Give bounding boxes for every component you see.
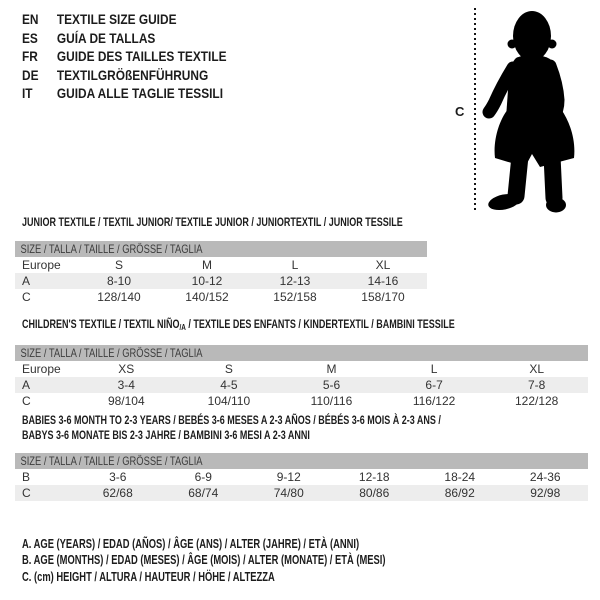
children-size-table <box>15 345 588 409</box>
table-cell: 8-10 <box>106 274 132 288</box>
table-row <box>15 469 588 485</box>
table-row <box>15 289 427 305</box>
language-row-de <box>22 66 227 85</box>
size-header-label: SIZE / TALLA / TAILLE / GRÖSSE / TAGLIA <box>20 346 203 360</box>
table-cell: 116/122 <box>412 394 456 408</box>
babies-heading-line2: BABYS 3-6 MONATE BIS 2-3 JAHRE / BAMBINI 3-6 MESI A 2-3 ANNI <box>22 428 310 442</box>
table-row <box>15 257 427 273</box>
table-cell: 6-9 <box>194 470 212 484</box>
table-cell: 12-13 <box>279 274 311 288</box>
table-cell: M <box>326 362 337 376</box>
table-cell: XL <box>529 362 545 376</box>
table-cell: 86/92 <box>444 486 475 500</box>
language-code: IT <box>22 85 33 102</box>
row-label: A <box>22 378 31 392</box>
language-title: GUIDE DES TAILLES TEXTILE <box>56 48 227 65</box>
table-cell: 74/80 <box>273 486 304 500</box>
table-cell: 24-36 <box>529 470 561 484</box>
table-row <box>15 485 588 501</box>
table-cell: 62/68 <box>102 486 133 500</box>
table-header-bar <box>15 345 588 361</box>
table-cell: 68/74 <box>188 486 219 500</box>
table-cell: L <box>291 258 299 272</box>
language-row-fr <box>22 47 227 66</box>
footnote-b: B. AGE (MONTHS) / EDAD (MESES) / ÂGE (MOIS) / ALTER (MONATE) / ETÀ (MESI) <box>22 553 386 568</box>
table-cell: S <box>224 362 233 376</box>
table-cell: XS <box>118 362 135 376</box>
table-cell: 3-6 <box>109 470 127 484</box>
footnote-a: A. AGE (YEARS) / EDAD (AÑOS) / ÂGE (ANS) / ALTER (JAHRE) / ETÀ (ANNI) <box>22 537 360 551</box>
row-label: B <box>22 470 31 484</box>
table-cell: 10-12 <box>191 274 223 288</box>
language-code: ES <box>22 29 38 46</box>
table-cell: 5-6 <box>322 378 341 392</box>
table-cell: M <box>202 258 212 272</box>
table-cell: 110/116 <box>310 394 353 408</box>
row-label: C <box>22 394 31 408</box>
children-section-heading <box>22 317 455 335</box>
table-cell: 6-7 <box>425 378 443 392</box>
table-row <box>15 273 427 289</box>
babies-heading-line1: BABIES 3-6 MONTH TO 2-3 YEARS / BEBÉS 3-6 MESES A 2-3 AÑOS / BÉBÉS 3-6 MOIS À 2-3 ANS / <box>22 413 441 427</box>
table-header-bar <box>15 241 427 257</box>
table-cell: 14-16 <box>367 274 399 288</box>
footnotes <box>22 536 386 585</box>
table-row <box>15 377 588 393</box>
size-header-label: SIZE / TALLA / TAILLE / GRÖSSE / TAGLIA <box>20 454 203 468</box>
table-cell: 122/128 <box>514 394 559 408</box>
baby-silhouette <box>480 6 592 214</box>
language-title: GUÍA DE TALLAS <box>56 29 156 46</box>
children-heading-prefix: CHILDREN'S TEXTILE / TEXTIL NIÑO <box>22 317 180 331</box>
table-cell: S <box>114 258 123 272</box>
table-cell: 18-24 <box>444 470 476 484</box>
language-code: DE <box>22 66 39 83</box>
language-title: TEXTILE SIZE GUIDE <box>56 11 177 27</box>
size-header-label: SIZE / TALLA / TAILLE / GRÖSSE / TAGLIA <box>20 242 203 256</box>
table-cell: 9-12 <box>276 470 301 484</box>
table-cell: 152/158 <box>273 290 317 304</box>
row-label: A <box>22 274 31 288</box>
table-cell: 140/152 <box>185 290 229 304</box>
junior-section-heading: JUNIOR TEXTILE / TEXTIL JUNIOR/ TEXTILE JUNIOR / JUNIORTEXTIL / JUNIOR TESSILE <box>22 215 403 229</box>
table-cell: 12-18 <box>358 470 390 484</box>
children-heading-suffix: / TEXTILE DES ENFANTS / KINDERTEXTIL / BAMBINI TESSILE <box>185 317 455 331</box>
table-cell: 4-5 <box>220 378 238 392</box>
table-header-bar <box>15 453 588 469</box>
table-cell: 7-8 <box>528 378 546 392</box>
table-cell: 80/86 <box>359 486 390 500</box>
language-code: EN <box>22 11 39 27</box>
table-cell: 128/140 <box>97 290 141 304</box>
language-row-it <box>22 84 227 103</box>
table-cell: 104/110 <box>207 394 251 408</box>
height-measure-label: C <box>455 104 465 119</box>
babies-size-table <box>15 453 588 501</box>
junior-size-table <box>15 241 427 305</box>
table-cell: XL <box>375 258 391 272</box>
row-label: C <box>22 486 31 500</box>
babies-section-heading <box>22 413 441 443</box>
language-title: GUIDA ALLE TAGLIE TESSILI <box>56 85 224 102</box>
language-title: TEXTILGRÖßENFÜHRUNG <box>56 66 209 83</box>
language-code: FR <box>22 48 38 65</box>
row-label: Europe <box>22 362 61 376</box>
language-list <box>22 10 227 103</box>
table-cell: 92/98 <box>530 486 561 500</box>
table-row <box>15 393 588 409</box>
language-row-en <box>22 10 227 29</box>
row-label: Europe <box>22 258 61 272</box>
height-measure-dotted-line <box>474 8 476 212</box>
table-row <box>15 361 588 377</box>
table-cell: 98/104 <box>107 394 145 408</box>
table-cell: 158/170 <box>361 290 405 304</box>
table-cell: L <box>430 362 438 376</box>
row-label: C <box>22 290 31 304</box>
footnote-c: C. (cm) HEIGHT / ALTURA / HAUTEUR / HÖHE / ALTEZZA <box>22 569 275 584</box>
language-row-es <box>22 29 227 48</box>
children-heading-subscript: /A <box>179 322 186 332</box>
table-cell: 3-4 <box>117 378 135 392</box>
